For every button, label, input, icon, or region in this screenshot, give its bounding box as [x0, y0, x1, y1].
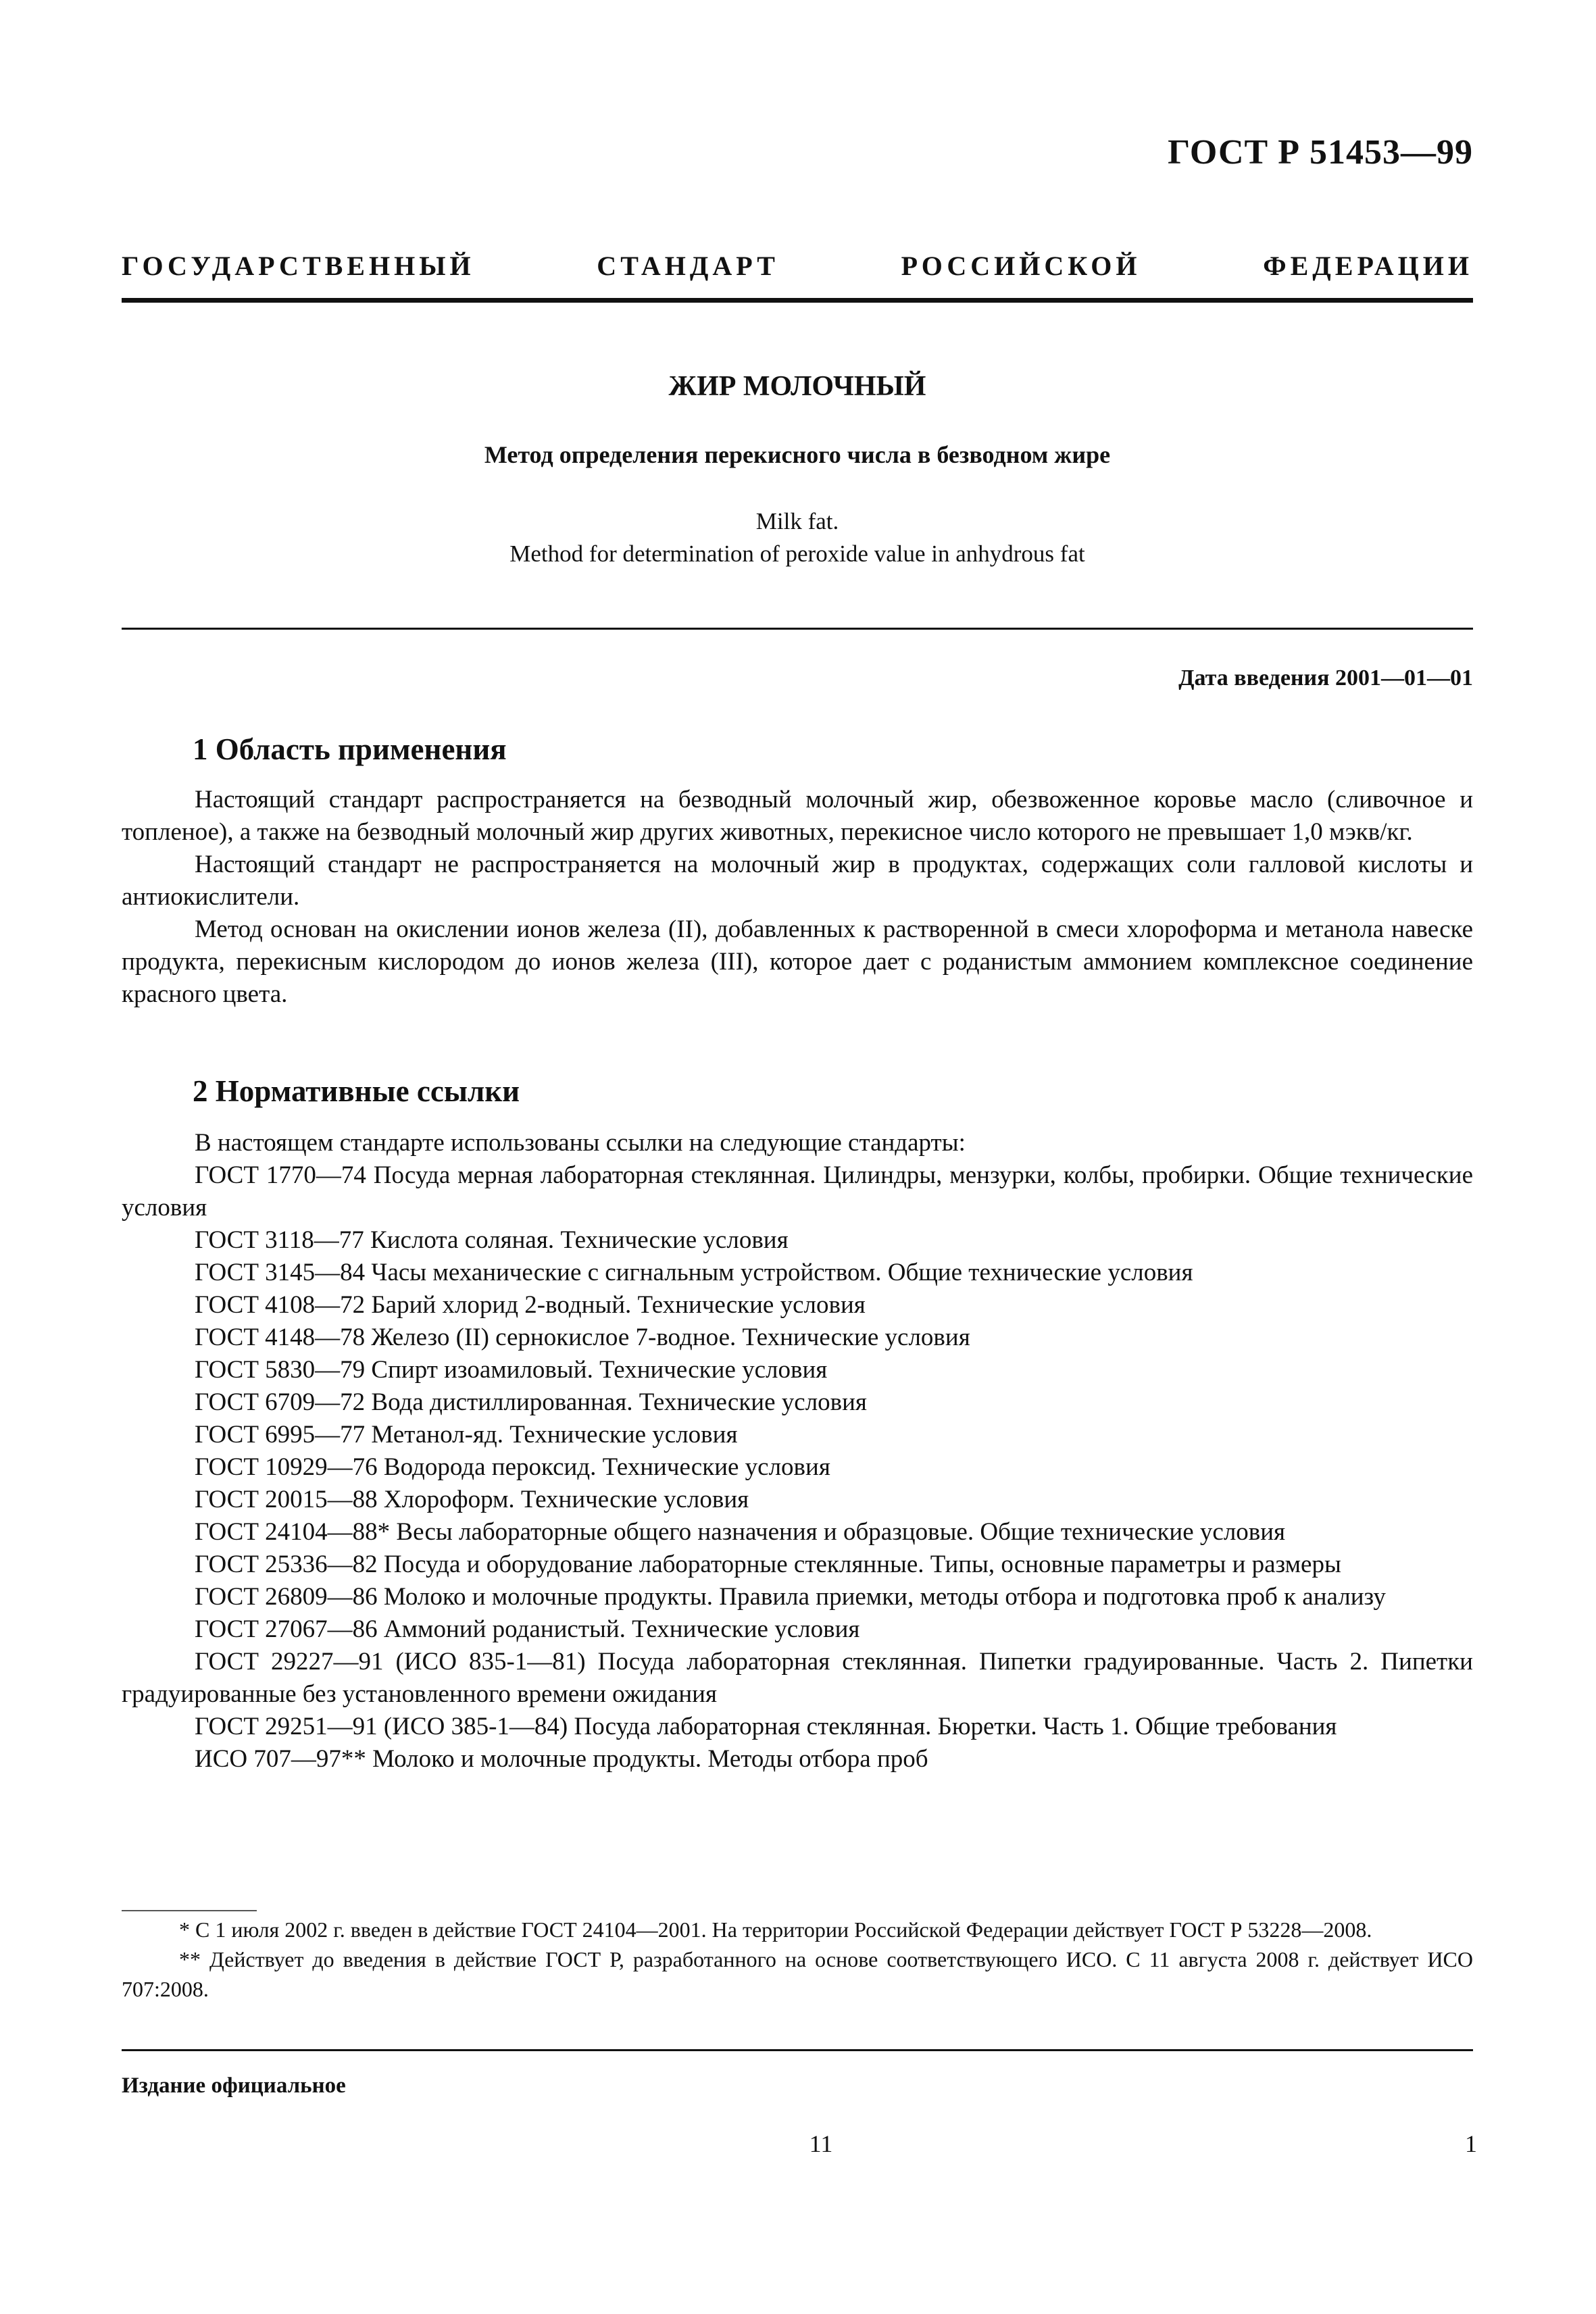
paragraph: Настоящий стандарт не распространяется на молочный жир в продуктах, содержащих соли галловой кислоты и антиокислители. [122, 851, 1473, 911]
section-1-body [122, 784, 1473, 1011]
footnote-separator [122, 1910, 257, 1911]
english-title-line-2: Method for determination of peroxide value in anhydrous fat [509, 540, 1085, 567]
reference-item: ГОСТ 1770—74 Посуда мерная лабораторная стеклянная. Цилиндры, мензурки, колбы, пробирки. Общие технические условия [122, 1161, 1473, 1222]
footnote: * С 1 июля 2002 г. введен в действие ГОСТ 24104—2001. На территории Российской Федерации действует ГОСТ Р 53228—2008. [179, 1917, 1372, 1942]
document-title: ЖИР МОЛОЧНЫЙ [668, 371, 926, 402]
reference-item: ГОСТ 29227—91 (ИСО 835-1—81) Посуда лабораторная стеклянная. Пипетки градуированные. Часть 2. Пипетки градуированные без установленного времени ожидания [122, 1648, 1473, 1708]
reference-item: ГОСТ 26809—86 Молоко и молочные продукты. Правила приемки, методы отбора и подготовка проб к анализу [195, 1583, 1386, 1611]
reference-item: ГОСТ 4148—78 Железо (II) сернокислое 7-водное. Технические условия [195, 1324, 970, 1351]
references-intro: В настоящем стандарте использованы ссылки на следующие стандарты: [195, 1129, 966, 1157]
reference-item: ГОСТ 5830—79 Спирт изоамиловый. Технические условия [195, 1356, 828, 1384]
section-2-heading: 2 Нормативные ссылки [193, 1074, 520, 1108]
document-subtitle: Метод определения перекисного числа в безводном жире [484, 441, 1111, 468]
document-code: ГОСТ Р 51453—99 [1168, 133, 1473, 172]
section-1-heading: 1 Область применения [193, 732, 507, 766]
paragraph: Настоящий стандарт распространяется на безводный молочный жир, обезвоженное коровье масло (сливочное и топленое), а также на безводный молочный жир других животных, перекисное число которого не превышает 1,0 мэкв/кг. [122, 786, 1473, 846]
reference-item: ГОСТ 3145—84 Часы механические с сигнальным устройством. Общие технические условия [195, 1259, 1193, 1286]
reference-item: ГОСТ 27067—86 Аммоний роданистый. Технические условия [195, 1615, 860, 1643]
reference-item: ГОСТ 25336—82 Посуда и оборудование лабораторные стеклянные. Типы, основные параметры и размеры [195, 1551, 1341, 1578]
reference-item: ГОСТ 6995—77 Метанол-яд. Технические условия [195, 1421, 738, 1449]
page-number-center: 11 [809, 2130, 833, 2157]
reference-item: ГОСТ 24104—88* Весы лабораторные общего назначения и образцовые. Общие технические условия [195, 1518, 1286, 1546]
introduction-date: Дата введения 2001—01—01 [1178, 665, 1473, 690]
footer-divider [122, 2049, 1473, 2051]
title-divider [122, 628, 1473, 630]
english-title [122, 505, 1473, 570]
section-2-body [122, 1127, 1473, 1776]
reference-item: ИСО 707—97** Молоко и молочные продукты. Методы отбора проб [195, 1745, 928, 1773]
official-edition-label: Издание официальное [122, 2073, 346, 2098]
document-page [122, 0, 1477, 2314]
header-divider [122, 298, 1473, 303]
footnote: ** Действует до введения в действие ГОСТ Р, разработанного на основе соответствующего ИСО. С 11 августа 2008 г. действует ИСО 707:2008. [122, 1947, 1473, 2001]
reference-item: ГОСТ 20015—88 Хлороформ. Технические условия [195, 1486, 749, 1513]
footnotes [122, 1915, 1473, 2004]
page-number-right: 1 [1465, 2130, 1477, 2157]
state-standard-banner: ГОСУДАРСТВЕННЫЙ СТАНДАРТ РОССИЙСКОЙ ФЕДЕРАЦИИ [122, 251, 1473, 281]
reference-item: ГОСТ 3118—77 Кислота соляная. Технические условия [195, 1226, 789, 1254]
english-title-line-1: Milk fat. [755, 508, 839, 534]
reference-item: ГОСТ 10929—76 Водорода пероксид. Технические условия [195, 1453, 830, 1481]
paragraph: Метод основан на окислении ионов железа (II), добавленных к растворенной в смеси хлороформа и метанола навеске продукта, перекисным кислородом до ионов железа (III), которое дает с роданистым аммонием комплексное соединение красного цвета. [122, 915, 1473, 1008]
reference-item: ГОСТ 6709—72 Вода дистиллированная. Технические условия [195, 1388, 867, 1416]
reference-item: ГОСТ 29251—91 (ИСО 385-1—84) Посуда лабораторная стеклянная. Бюретки. Часть 1. Общие требования [195, 1713, 1337, 1740]
reference-item: ГОСТ 4108—72 Барий хлорид 2-водный. Технические условия [195, 1291, 866, 1319]
